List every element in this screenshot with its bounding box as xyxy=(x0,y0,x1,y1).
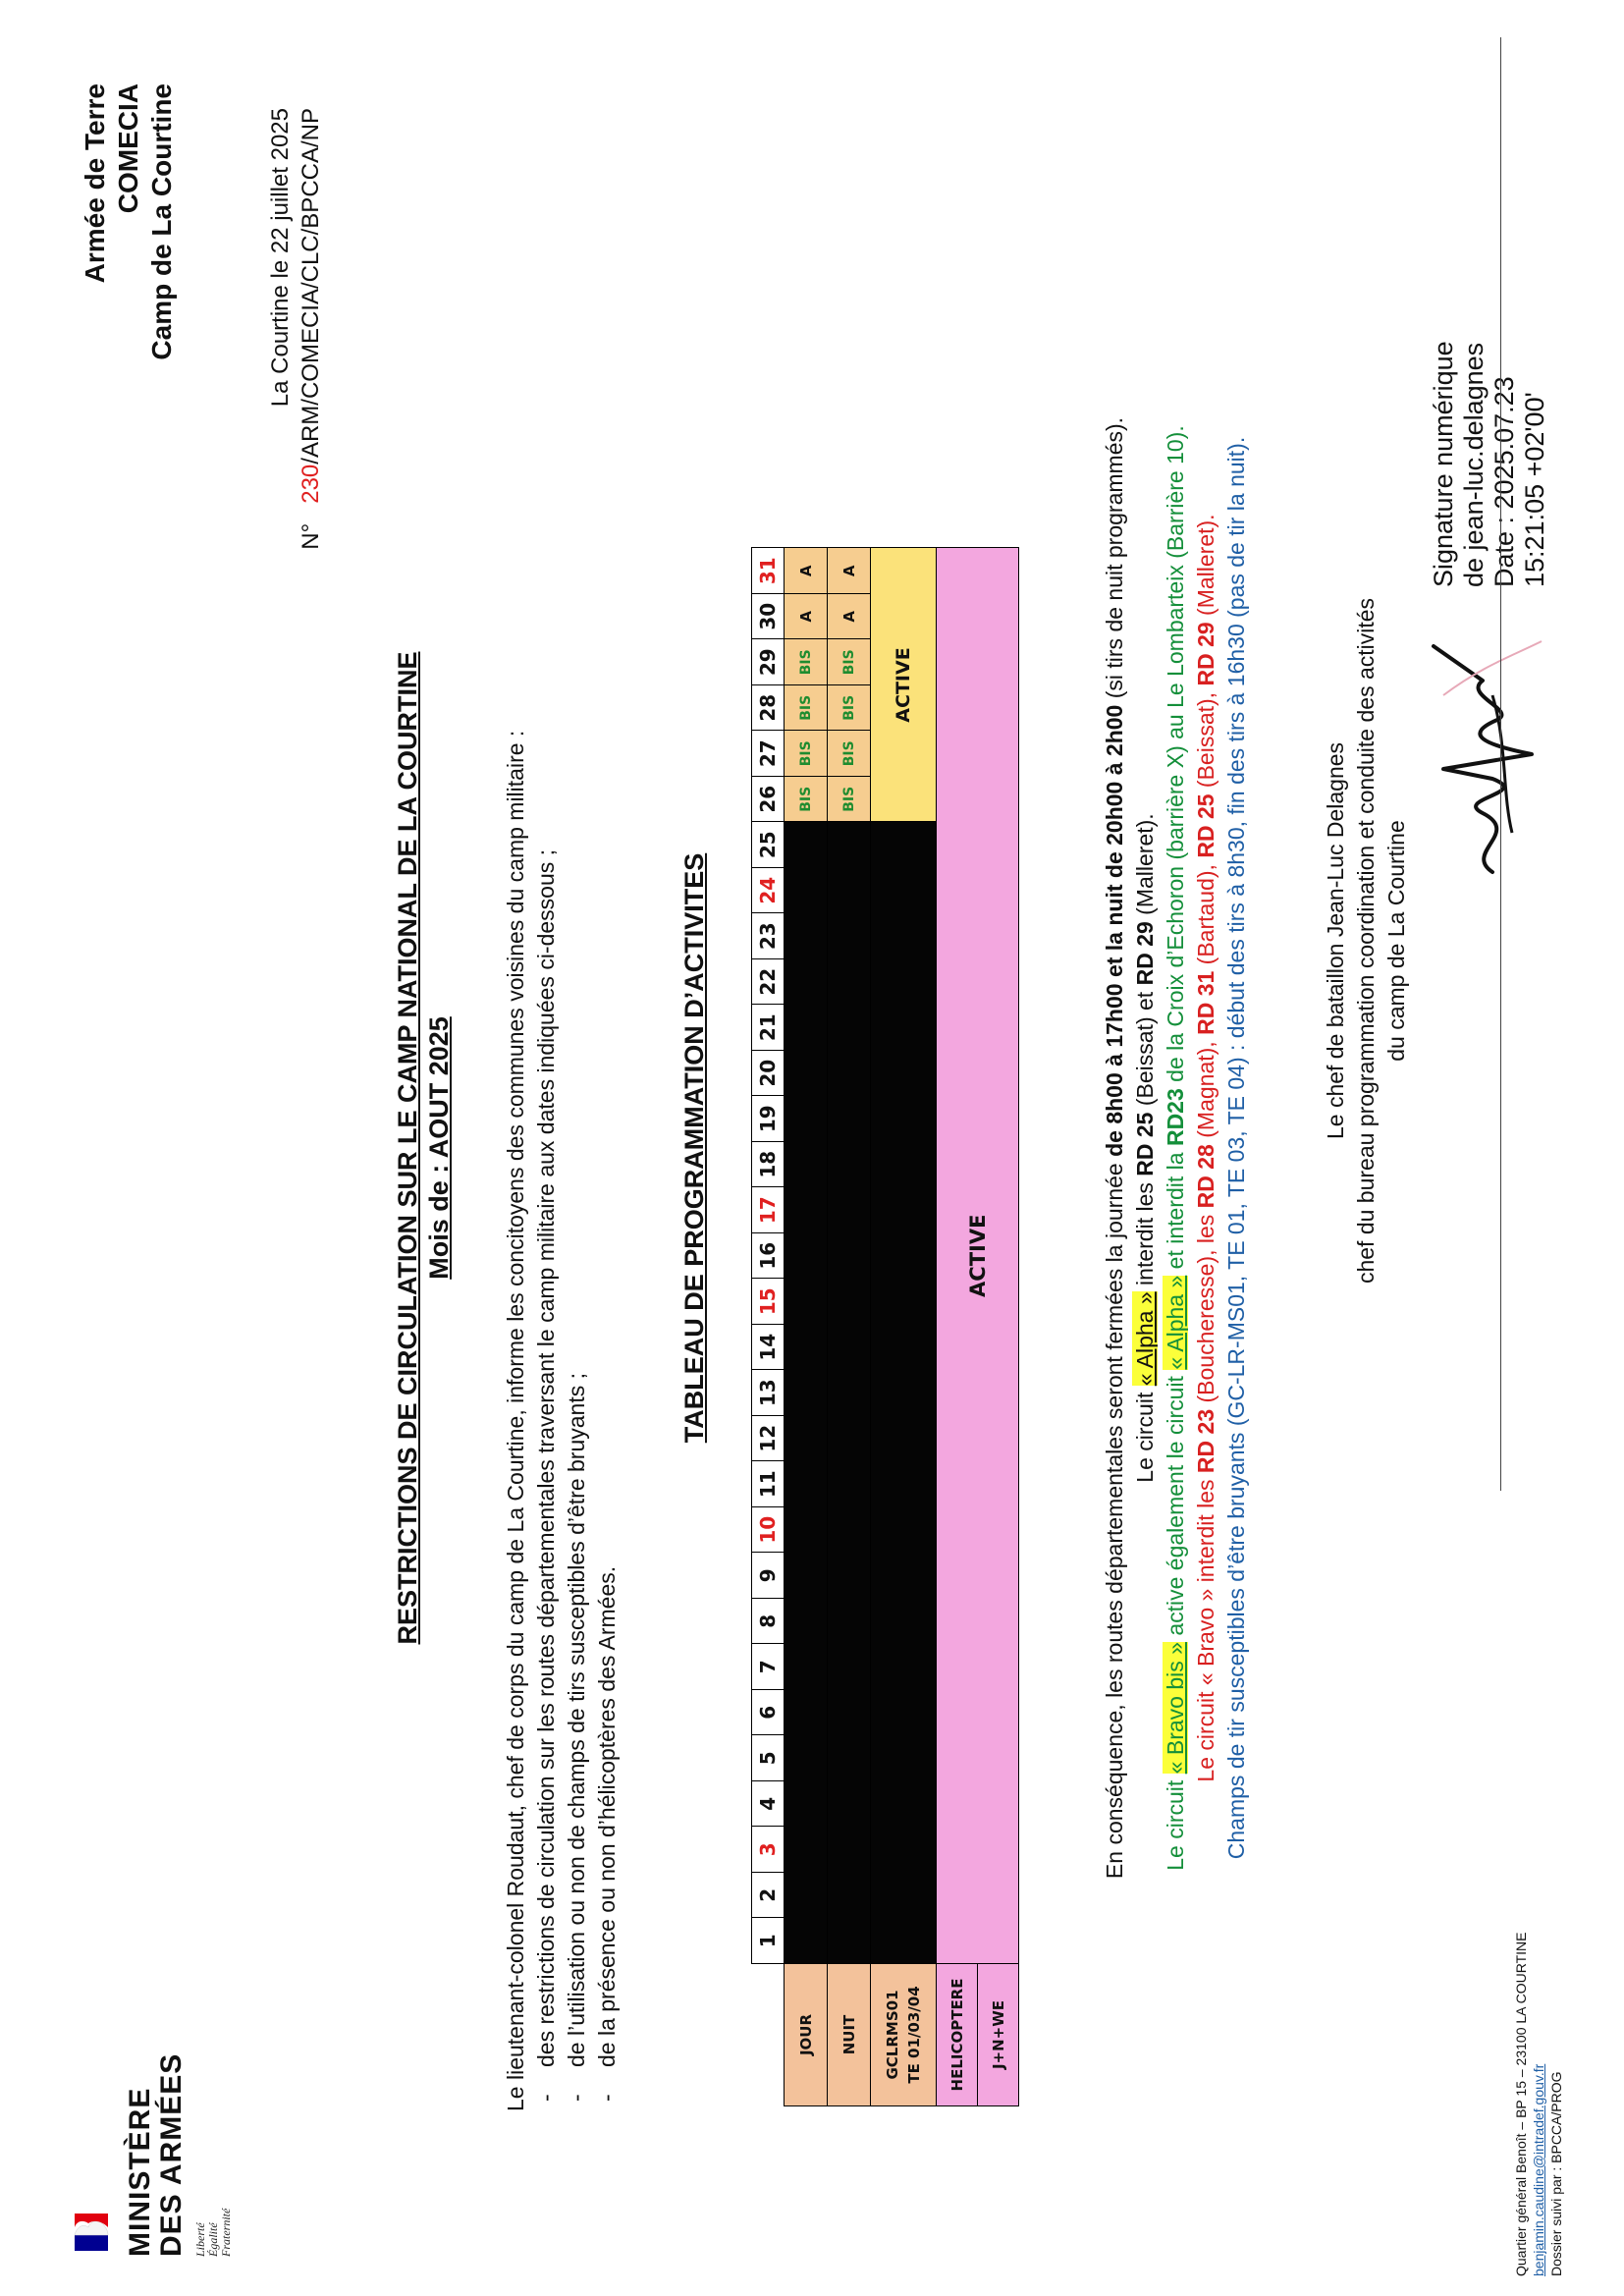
nuit-status-cell: BIS xyxy=(828,731,871,777)
day-header-cell: 10 xyxy=(752,1507,785,1554)
consequence-line-3 xyxy=(1161,0,1191,2296)
nuit-status-cell: BIS xyxy=(828,639,871,685)
digital-signature-block xyxy=(1429,341,1550,587)
ministere-logo xyxy=(61,2029,233,2274)
table-row-nuit xyxy=(828,548,871,2106)
day-header-cell: 15 xyxy=(752,1279,785,1325)
circuit-alpha-highlight: « Alpha » xyxy=(1163,1275,1188,1370)
day-header-cell: 22 xyxy=(752,959,785,1006)
table-corner xyxy=(752,1964,785,2106)
table-row-days xyxy=(752,548,785,2106)
road-rd25: RD 25 xyxy=(1132,1112,1158,1176)
helicoptere-active-cell: ACTIVE xyxy=(937,548,1019,1964)
org-line-3: Camp de La Courtine xyxy=(146,83,177,360)
table-row-helicoptere xyxy=(937,548,978,2106)
row-label-gclrms01 xyxy=(871,1964,937,2106)
ref-number: 230 xyxy=(298,464,324,504)
ref-prefix: N° xyxy=(298,522,324,550)
road-rd31: RD 31 xyxy=(1193,970,1218,1035)
gcl-label-line-1: GCLRMS01 xyxy=(884,1990,901,2080)
row-label-helicoptere: HELICOPTERE xyxy=(937,1964,978,2106)
nuit-status-cell: A xyxy=(828,594,871,640)
text-span: (Boucheresse), les xyxy=(1193,1208,1218,1409)
road-rd25: RD 25 xyxy=(1193,793,1218,858)
text-span: (Malleret). xyxy=(1132,813,1158,922)
signer-name: Le chef de bataillon Jean-Luc Delagnes xyxy=(1323,741,1348,1140)
day-header-cell: 23 xyxy=(752,913,785,959)
motto-egalite: Égalité xyxy=(206,2222,220,2257)
day-header-cell: 27 xyxy=(752,731,785,777)
logo-line-1: MINISTÈRE xyxy=(124,2087,156,2257)
nuit-closed-cell xyxy=(828,822,871,1964)
road-rd28: RD 28 xyxy=(1193,1144,1218,1209)
day-header-cell: 20 xyxy=(752,1051,785,1097)
day-header-cell: 1 xyxy=(752,1918,785,1964)
intro-bullet: - de l’utilisation ou non de champs de tirs susceptibles d’être bruyants ; xyxy=(562,344,592,2111)
text-span: (Malleret). xyxy=(1193,514,1218,623)
circuit-alpha-highlight: « Alpha » xyxy=(1132,1291,1158,1387)
day-header-cell: 8 xyxy=(752,1599,785,1645)
motto-liberte: Liberté xyxy=(193,2222,207,2257)
day-header-cell: 5 xyxy=(752,1735,785,1781)
digsig-line-3: Date : 2025.07.23 xyxy=(1489,376,1519,587)
text-span: En conséquence, les routes départementales seront fermées la journée xyxy=(1102,1156,1127,1880)
table-row-jour xyxy=(785,548,828,2106)
org-line-1: Armée de Terre xyxy=(80,83,110,284)
day-header-cell: 25 xyxy=(752,822,785,868)
text-span: (Bartaud), xyxy=(1193,857,1218,971)
org-line-2: COMECIA xyxy=(113,83,143,214)
jour-status-cell: A xyxy=(785,548,828,594)
footer-address: Quartier général Benoît – BP 15 – 23100 LA COURTINE xyxy=(1513,1932,1529,2276)
logo-motto xyxy=(194,2209,233,2257)
day-header-cell: 9 xyxy=(752,1553,785,1599)
day-header-cell: 7 xyxy=(752,1644,785,1690)
intro-bullet: - des restrictions de circulation sur les routes départementales traversant le camp militaire aux dates indiquées ci-dessous ; xyxy=(531,344,562,2111)
row-label-jnwe: J+N+WE xyxy=(978,1964,1019,2106)
date-line: La Courtine le 22 juillet 2025 xyxy=(267,108,294,408)
nuit-status-cell: BIS xyxy=(828,685,871,732)
closing-hours: de 8h00 à 17h00 et la nuit de 20h00 à 2h00 xyxy=(1102,704,1127,1157)
digsig-line-1: Signature numérique xyxy=(1429,341,1458,587)
day-header-cell: 11 xyxy=(752,1461,785,1507)
reference-line xyxy=(296,108,326,550)
footer-file-ref: Dossier suivi par : BPCCA/PROG xyxy=(1548,2071,1564,2276)
month-title: Mois de : AOUT 2025 xyxy=(424,1016,454,1280)
text-span: et interdit la xyxy=(1163,1146,1188,1276)
reference-block xyxy=(265,108,326,550)
day-header-cell: 28 xyxy=(752,685,785,732)
gcl-active-cell: ACTIVE xyxy=(871,548,937,822)
logo-line-2: DES ARMÉES xyxy=(155,2052,188,2257)
day-header-cell: 13 xyxy=(752,1370,785,1416)
text-span: (Beissat), xyxy=(1193,685,1218,794)
road-rd23: RD 23 xyxy=(1193,1408,1218,1474)
marianne-flag-icon xyxy=(67,2208,116,2257)
motto-fraternite: Fraternité xyxy=(219,2208,233,2257)
document-title: RESTRICTIONS DE CIRCULATION SUR LE CAMP NATIONAL DE LA COURTINE xyxy=(393,651,422,1645)
day-header-cell: 24 xyxy=(752,868,785,914)
day-header-cell: 4 xyxy=(752,1781,785,1828)
circuit-bravo-bis-highlight: « Bravo bis » xyxy=(1163,1642,1188,1775)
day-header-cell: 31 xyxy=(752,548,785,594)
text-span: Le circuit xyxy=(1132,1386,1158,1483)
day-header-cell: 19 xyxy=(752,1096,785,1142)
day-header-cell: 16 xyxy=(752,1233,785,1280)
gcl-label-line-2: TE 01/03/04 xyxy=(905,1986,923,2084)
text-span: Le circuit « Bravo » interdit les xyxy=(1193,1473,1218,1782)
table-title: TABLEAU DE PROGRAMMATION D’ACTIVITES xyxy=(679,852,709,1444)
signer-role: chef du bureau programmation coordination et conduite des activités xyxy=(1353,597,1379,1285)
row-label-nuit: NUIT xyxy=(828,1964,871,2106)
day-header-cell: 6 xyxy=(752,1690,785,1736)
row-label-jour: JOUR xyxy=(785,1964,828,2106)
consequence-block xyxy=(1100,0,1252,2296)
intro-lead: Le lieutenant-colonel Roudaut, chef de corps du camp de La Courtine, informe les concitoyens des communes voisines du camp militaire : xyxy=(503,730,528,2111)
day-header-cell: 12 xyxy=(752,1416,785,1462)
table-row-gclrms01 xyxy=(871,548,937,2106)
text-span: de la Croix d’Echoron (barrière X) au Le Lombarteix (Barrière 10). xyxy=(1163,425,1188,1089)
road-rd23: RD23 xyxy=(1163,1088,1188,1147)
road-rd29: RD 29 xyxy=(1193,622,1218,686)
signer-unit: du camp de La Courtine xyxy=(1383,820,1409,1062)
day-header-cell: 26 xyxy=(752,777,785,823)
text-span: Le circuit xyxy=(1163,1774,1188,1871)
consequence-line-1 xyxy=(1100,0,1130,2296)
digsig-line-2: de jean-luc.delagnes xyxy=(1459,342,1489,587)
jour-status-cell: BIS xyxy=(785,731,828,777)
ref-suffix: /ARM/COMECIA/CLC/BPCCA/NP xyxy=(298,108,324,465)
day-header-cell: 14 xyxy=(752,1325,785,1371)
signer-block xyxy=(1321,450,1412,1432)
footer-block xyxy=(1512,1933,1565,2276)
day-header-cell: 17 xyxy=(752,1187,785,1233)
nuit-status-cell: A xyxy=(828,548,871,594)
jour-status-cell: BIS xyxy=(785,639,828,685)
day-header-cell: 3 xyxy=(752,1827,785,1873)
consequence-line-2 xyxy=(1130,0,1161,2296)
intro-paragraph xyxy=(501,344,623,2111)
day-header-cell: 2 xyxy=(752,1873,785,1919)
text-span: active également le circuit xyxy=(1163,1369,1188,1643)
consequence-line-5: Champs de tir susceptibles d’être bruyants (GC-LR-MS01, TE 01, TE 03, TE 04) : début des tirs à 8h30, fin des tirs à 16h30 (pas de tir la nuit). xyxy=(1223,436,1249,1860)
text-span: (Beissat) et xyxy=(1132,985,1158,1113)
consequence-line-4 xyxy=(1191,0,1221,2296)
digsig-line-4: 15:21:05 +02'00' xyxy=(1520,392,1549,587)
day-header-cell: 21 xyxy=(752,1005,785,1051)
day-header-cell: 30 xyxy=(752,594,785,640)
jour-status-cell: A xyxy=(785,594,828,640)
text-span: (si tirs de nuit programmés). xyxy=(1102,416,1127,705)
intro-bullet: - de la présence ou non d’hélicoptères des Armées. xyxy=(592,344,623,2111)
text-span: interdit les xyxy=(1132,1175,1158,1292)
gcl-closed-cell xyxy=(871,822,937,1964)
nuit-status-cell: BIS xyxy=(828,777,871,823)
activity-schedule-table xyxy=(751,548,1019,2107)
organisation-block xyxy=(79,83,179,360)
jour-status-cell: BIS xyxy=(785,777,828,823)
jour-status-cell: BIS xyxy=(785,685,828,732)
footer-email-link[interactable]: benjamin.caudine@intradef.gouv.fr xyxy=(1531,2063,1546,2276)
day-header-cell: 18 xyxy=(752,1142,785,1188)
text-span: (Magnat), xyxy=(1193,1034,1218,1145)
day-header-cell: 29 xyxy=(752,639,785,685)
handwritten-signature-icon xyxy=(1424,636,1551,892)
footer-divider xyxy=(1500,37,1501,1491)
road-rd29: RD 29 xyxy=(1132,921,1158,986)
jour-closed-cell xyxy=(785,822,828,1964)
